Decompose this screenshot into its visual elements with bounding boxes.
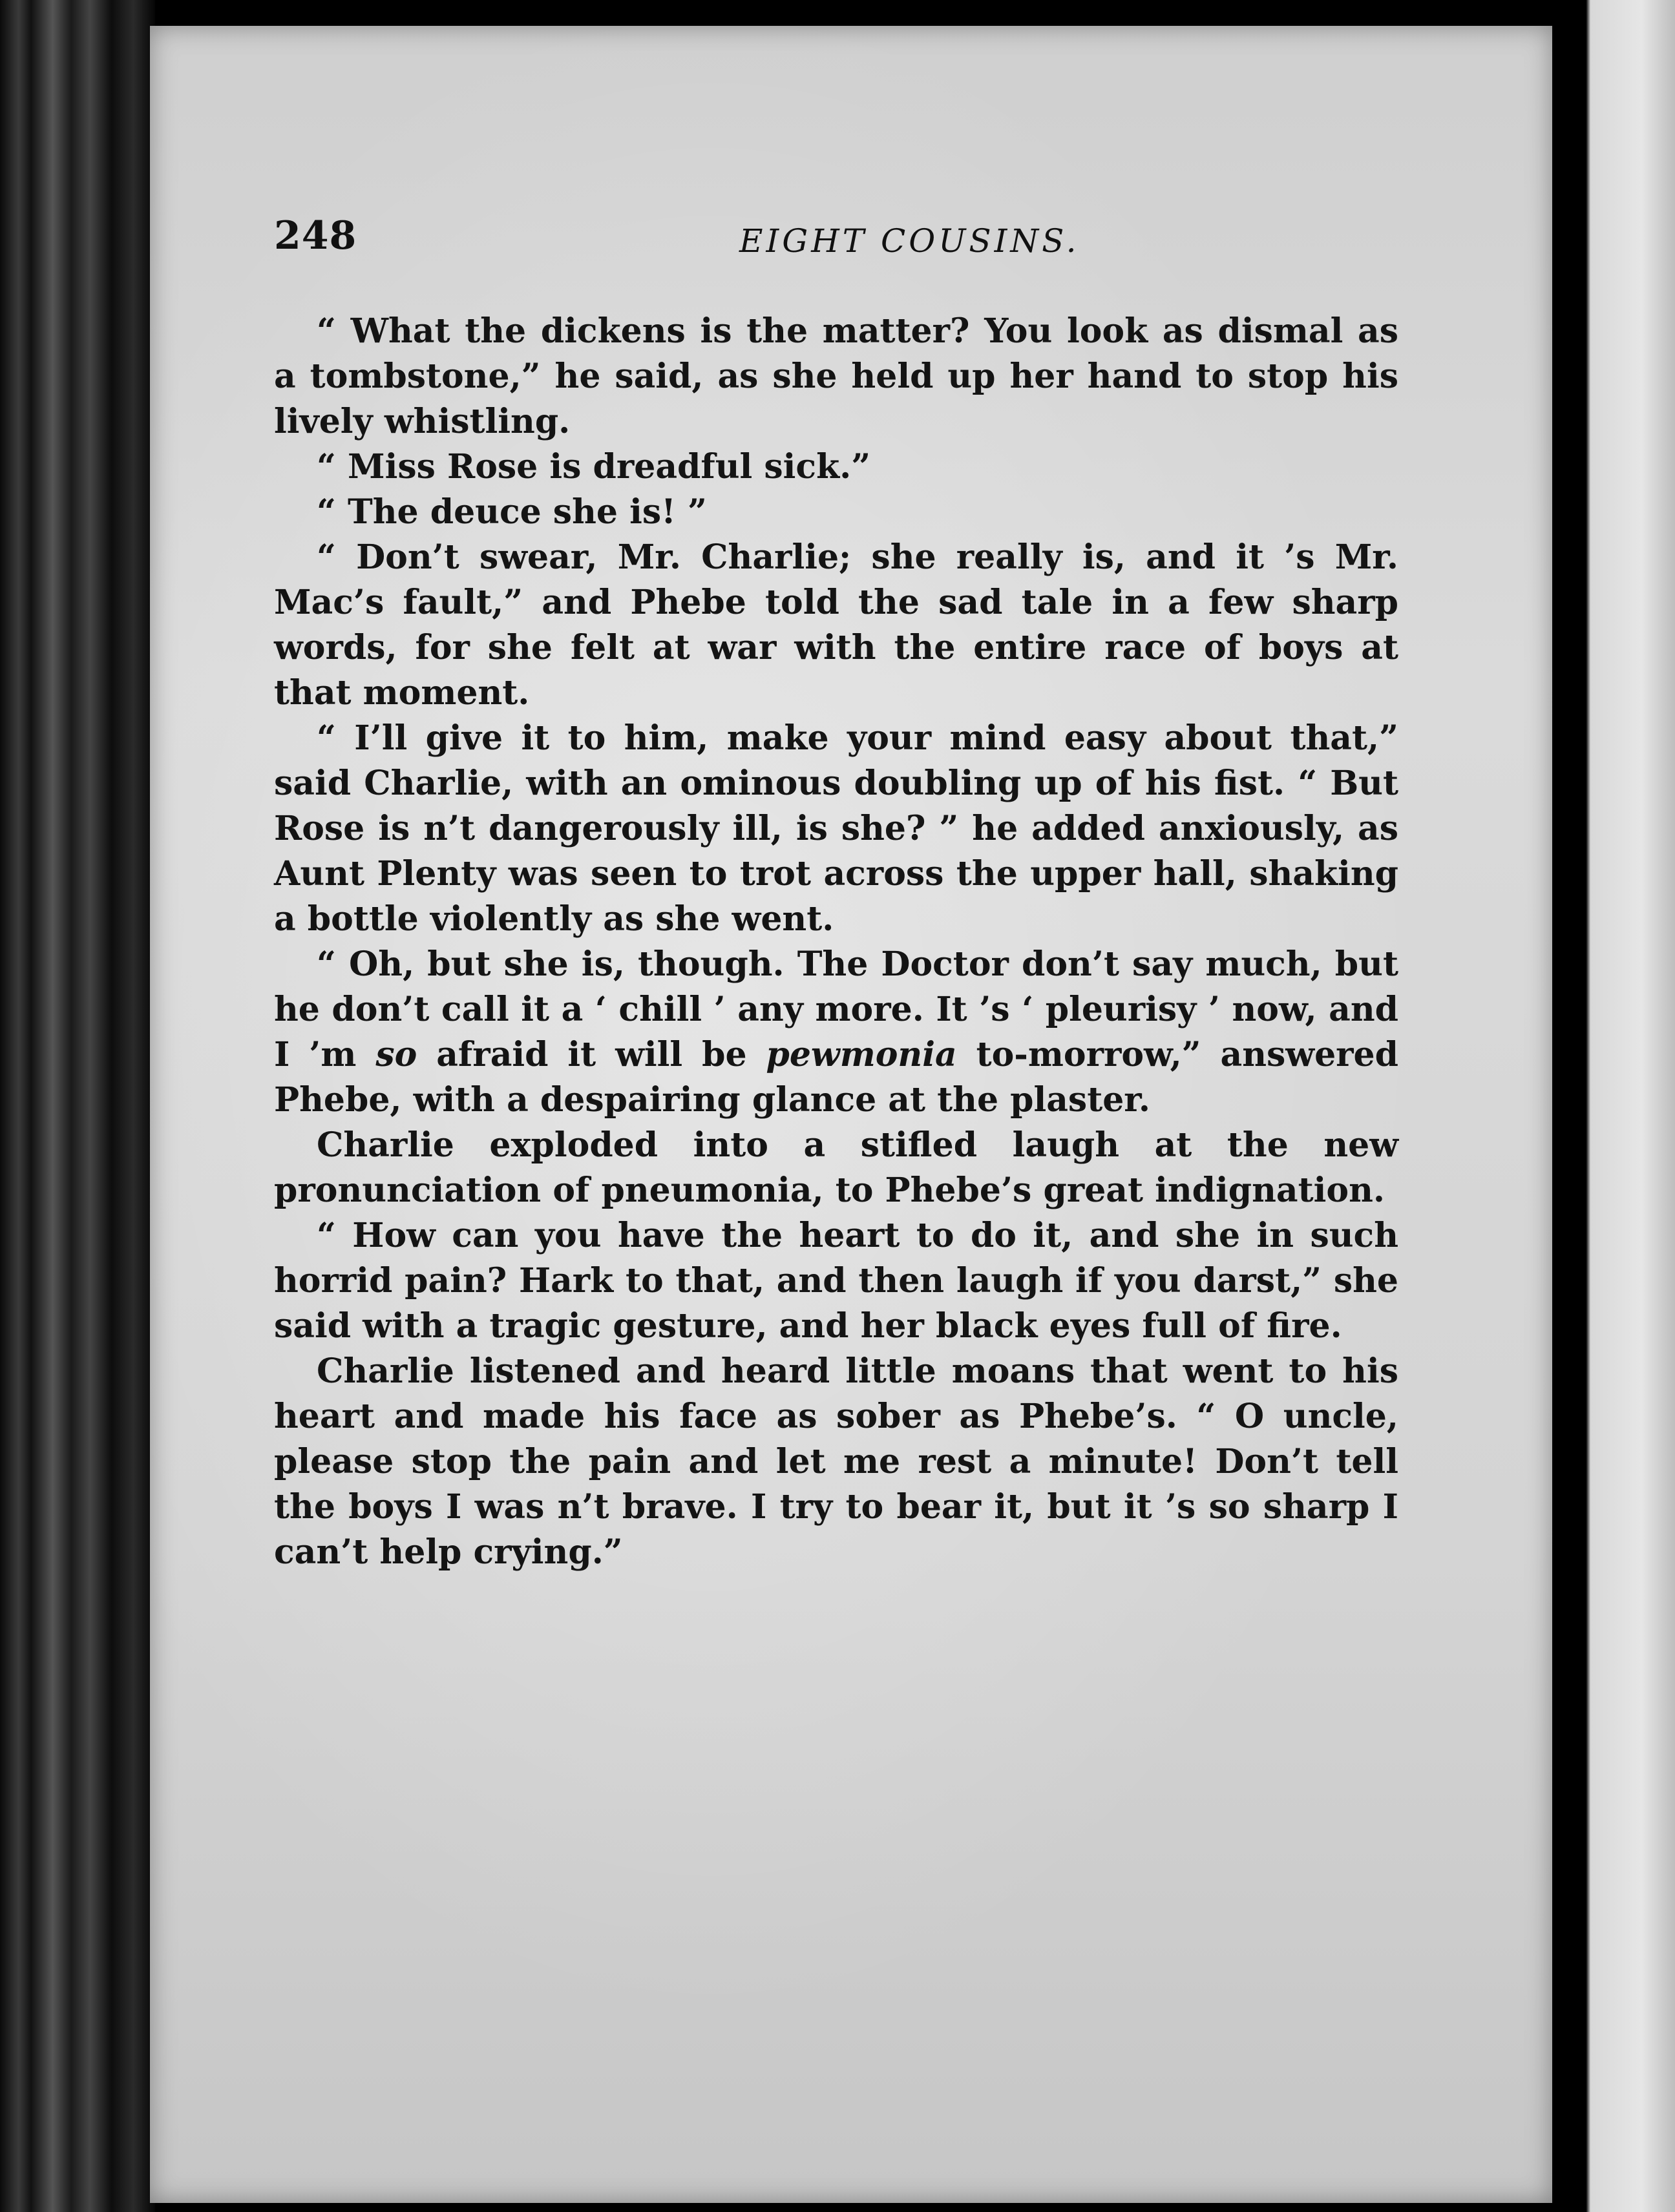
running-title: EIGHT COUSINS. bbox=[739, 222, 1080, 260]
book-spine-edge bbox=[0, 0, 155, 2212]
body-text bbox=[274, 309, 1398, 1575]
adjacent-page-edge bbox=[1564, 0, 1675, 2212]
paragraph-2: “ Miss Rose is dreadful sick.” bbox=[317, 447, 871, 486]
paragraph-9: Charlie listened and heard little moans that went to his heart and made his face as sober as Phebe’s. “ O uncle, please stop the pain and let me rest a minute! Don’t tell the boys I was n’t brave. I try to bear it, but it ’s so sharp I can’t help crying.” bbox=[274, 1351, 1398, 1572]
page-number: 248 bbox=[274, 213, 357, 258]
paragraph-4: “ Don’t swear, Mr. Charlie; she really is, and it ’s Mr. Mac’s fault,” and Phebe told the sad tale in a few sharp words, for she felt at war with the entire race of boys at that moment. bbox=[274, 537, 1398, 713]
paragraph-6-middle: afraid it will be bbox=[417, 1035, 766, 1074]
paragraph-3: “ The deuce she is! ” bbox=[317, 492, 707, 532]
paragraph-8: “ How can you have the heart to do it, and she in such horrid pain? Hark to that, and then laugh if you darst,” she said with a tragic gesture, and her black eyes full of fire. bbox=[274, 1216, 1398, 1346]
paragraph-1: “ What the dickens is the matter? You look as dismal as a tombstone,” he said, as she held up her hand to stop his lively whistling. bbox=[274, 311, 1398, 441]
paragraph-7: Charlie exploded into a stifled laugh at the new pronunciation of pneumonia, to Phebe’s great indignation. bbox=[274, 1125, 1398, 1210]
paragraph-6-before: “ Oh, but she is, though. The Doctor don’t say much, but he don’t call it a ‘ chill ’ any more. It ’s ‘ pleurisy ’ now, and I ’m bbox=[274, 944, 1398, 1074]
paragraph-5: “ I’ll give it to him, make your mind easy about that,” said Charlie, with an ominous doubling up of his fist. “ But Rose is n’t dangerously ill, is she? ” he added anxiously, as Aunt Plenty was seen to trot across the upper hall, shaking a bottle violently as she went. bbox=[274, 718, 1398, 939]
page-header bbox=[274, 213, 1114, 265]
paragraph-6 bbox=[274, 942, 1398, 1123]
emphasis-so: so bbox=[375, 1035, 417, 1074]
emphasis-pewmonia: pewmonia bbox=[766, 1035, 957, 1074]
paragraph-6-after: to-morrow,” answered Phebe, with a despairing glance at the plaster. bbox=[274, 1035, 1398, 1120]
